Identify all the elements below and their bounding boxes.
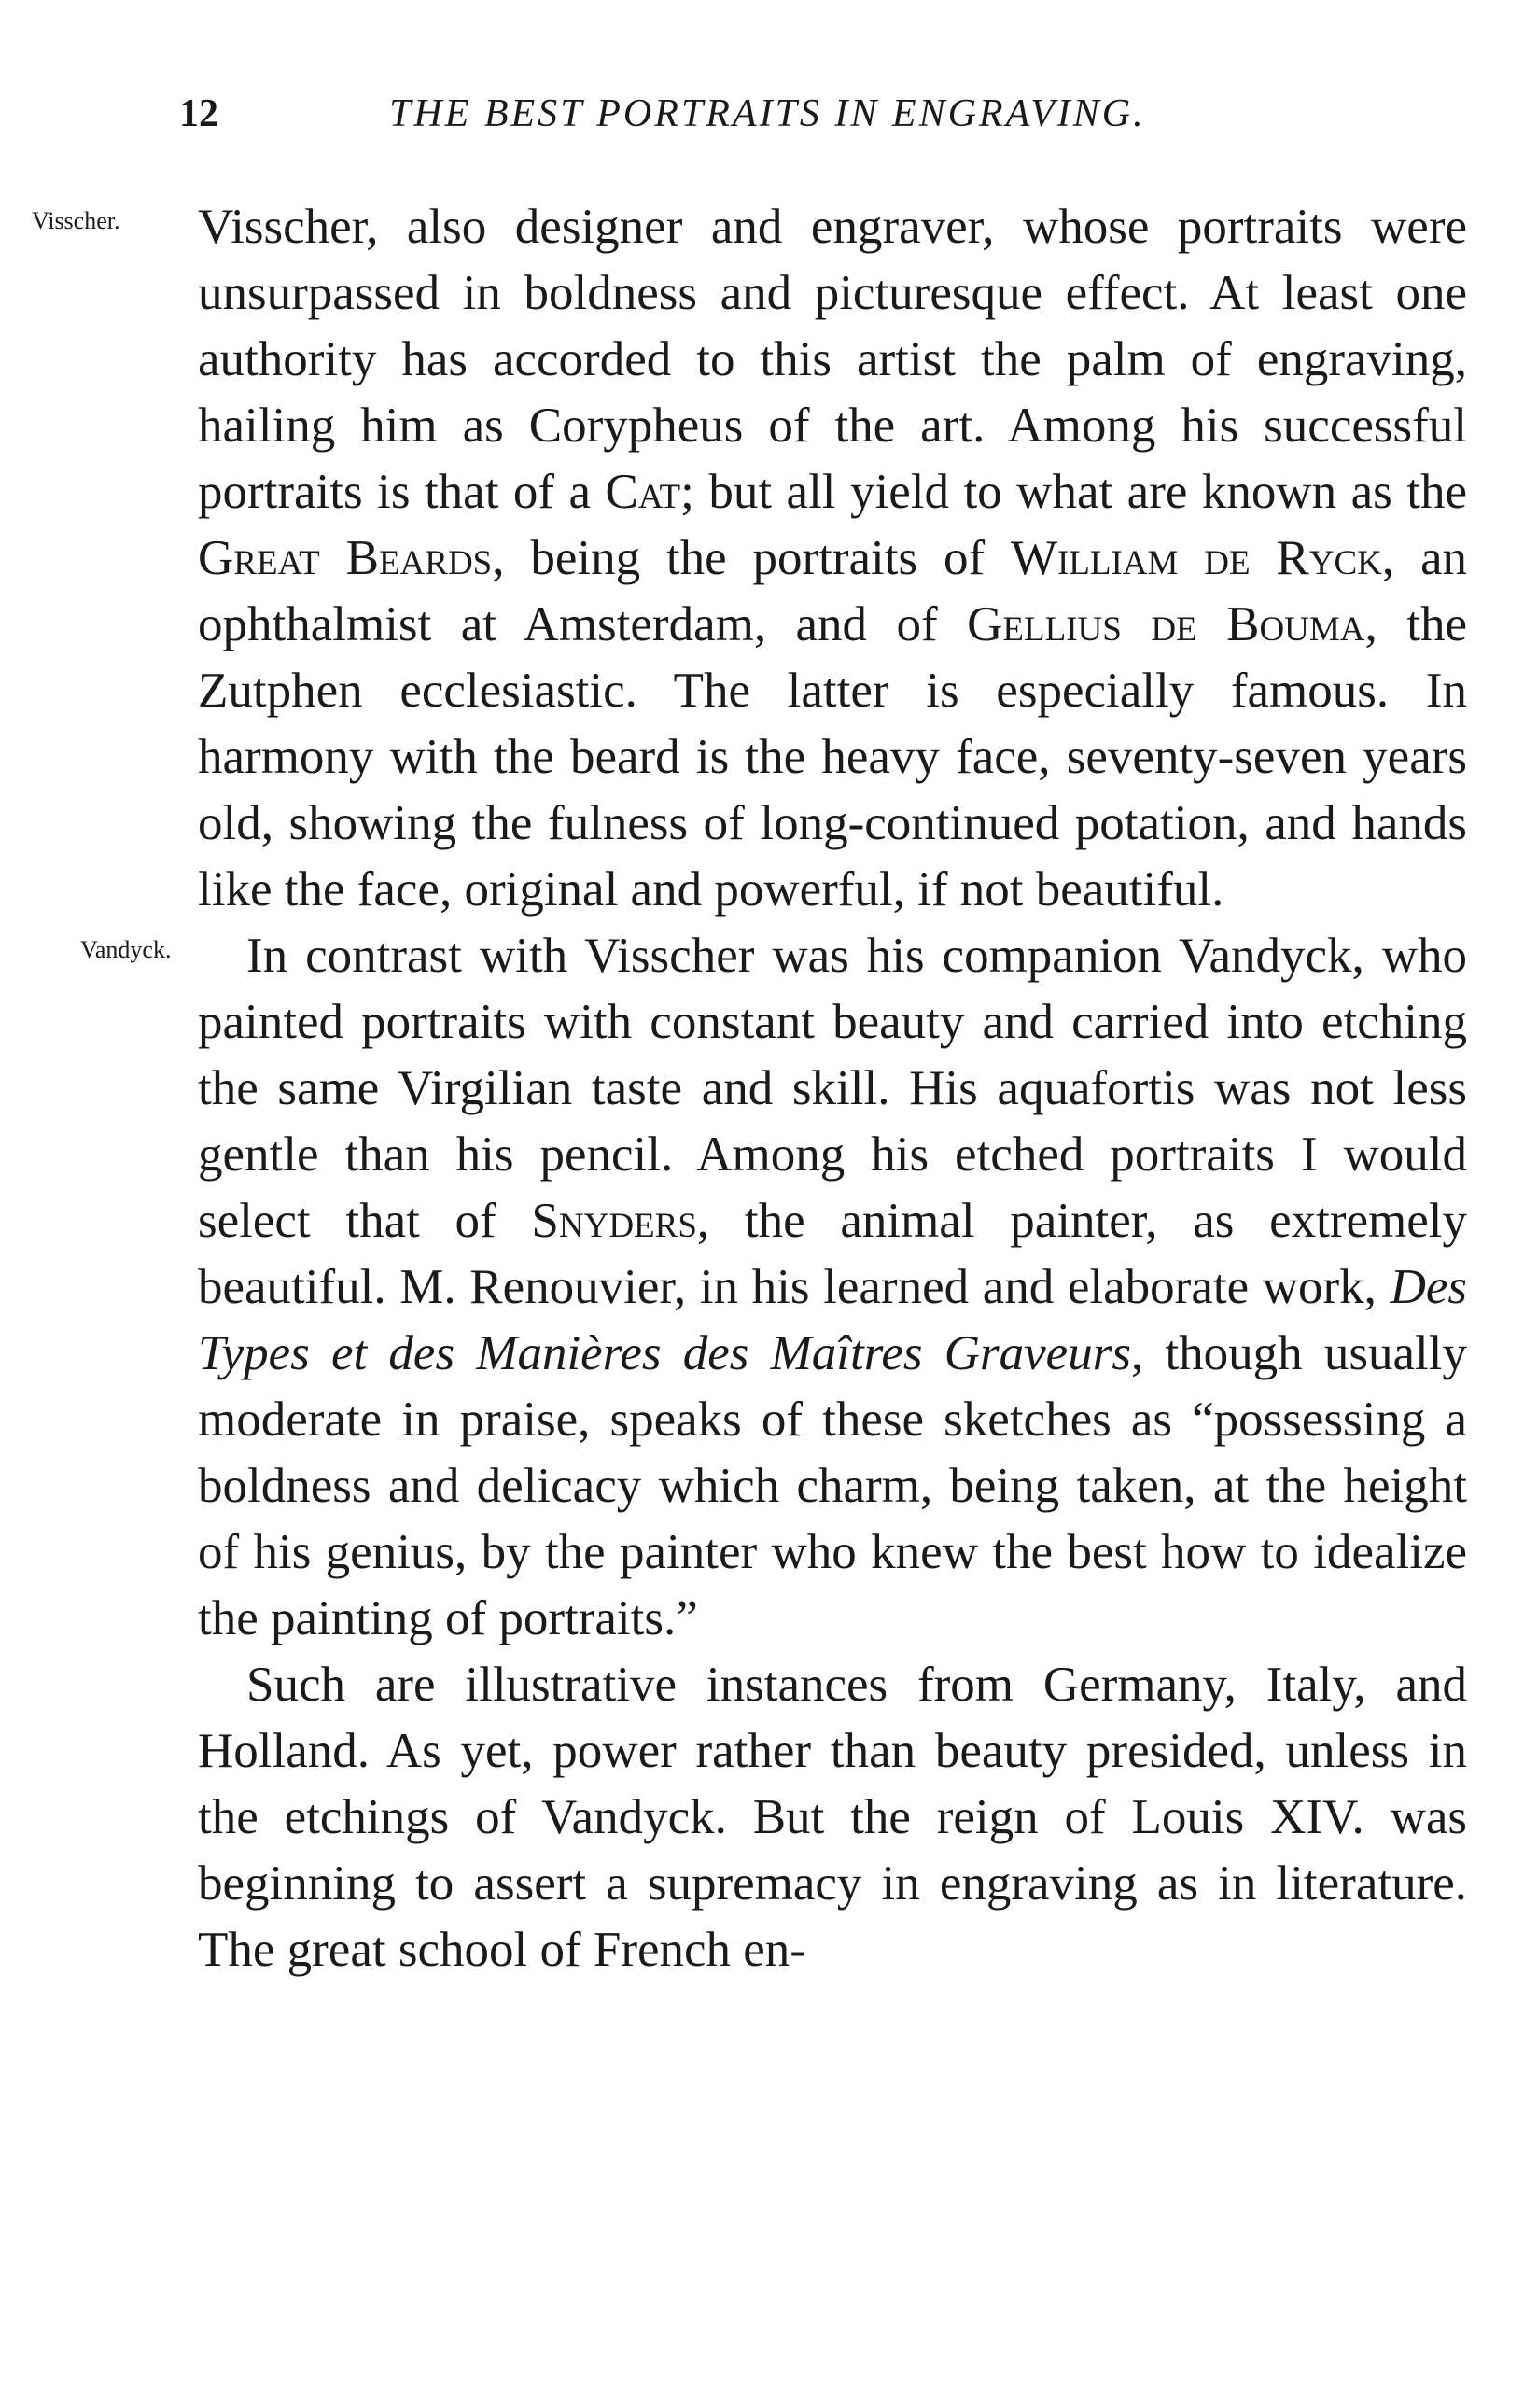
running-title: THE BEST PORTRAITS IN ENGRAVING. (389, 92, 1146, 135)
portrait-name-gellius-de-bouma: Gellius de Bouma (967, 597, 1365, 651)
page-number: 12 (179, 92, 218, 135)
sidenote-visscher: Visscher. (32, 207, 120, 234)
text-run: , though usually moderate in praise, speaks of these sketches as “possessing a boldness and delicacy which charm, being taken, at the height of his genius, by the painter who knew the best how to idealize the painting of portraits.” (198, 1326, 1468, 1645)
paragraph-french-school (198, 1652, 1467, 1983)
text-run: , being the portraits of (492, 531, 1011, 585)
text-run: , an ophthalmist at Amsterdam, and of (198, 531, 1467, 651)
sidenote-vandyck: Vandyck. (80, 936, 172, 963)
text-run: , the animal painter, as extremely beautiful. M. Renouvier, in his learned and elaborate work, (198, 1194, 1467, 1314)
text-run: , the Zutphen ecclesiastic. The latter is especially famous. In harmony with the beard is the heavy face, seventy-seven years old, showing the fulness of long-continued potation, and hands like the face, original and powerful, if not beautiful. (198, 597, 1468, 917)
book-title: Des Types et des Manières des Maîtres Graveurs (198, 1260, 1467, 1380)
portrait-name-william-de-ryck: William de Ryck (1010, 531, 1382, 585)
portrait-name-snyders: Snyders (531, 1194, 697, 1248)
paragraph-vandyck (80, 923, 1468, 1652)
body-text (32, 194, 1468, 1983)
text-run: Visscher, also designer and engraver, whose portraits were unsurpassed in boldness and picturesque effect. At least one authority has accorded to this artist the palm of engraving, hailing him as Coryphеus of the art. Among his successful portraits is that of a (198, 200, 1467, 519)
paragraph-visscher (32, 194, 1468, 923)
text-run: In contrast with Visscher was his companion Vandyck, who painted portraits with constant beauty and carried into etching the same Virgilian taste and skill. His aquafortis was not less gentle than his pencil. Among his etched portraits I would select that of (198, 929, 1467, 1248)
portrait-name-cat: Cat (605, 465, 681, 519)
text-run: Such are illustrative instances from Germany, Italy, and Holland. As yet, power rather than beauty presided, unless in the etchings of Vandyck. But the reign of Louis XIV. was beginning to assert a supremacy in engraving as in literature. The great school of French en- (198, 1658, 1467, 1977)
portrait-name-great-beards: Great Beards (198, 531, 493, 585)
text-run: ; but all yield to what are known as the (680, 465, 1467, 519)
running-head (179, 91, 1346, 157)
